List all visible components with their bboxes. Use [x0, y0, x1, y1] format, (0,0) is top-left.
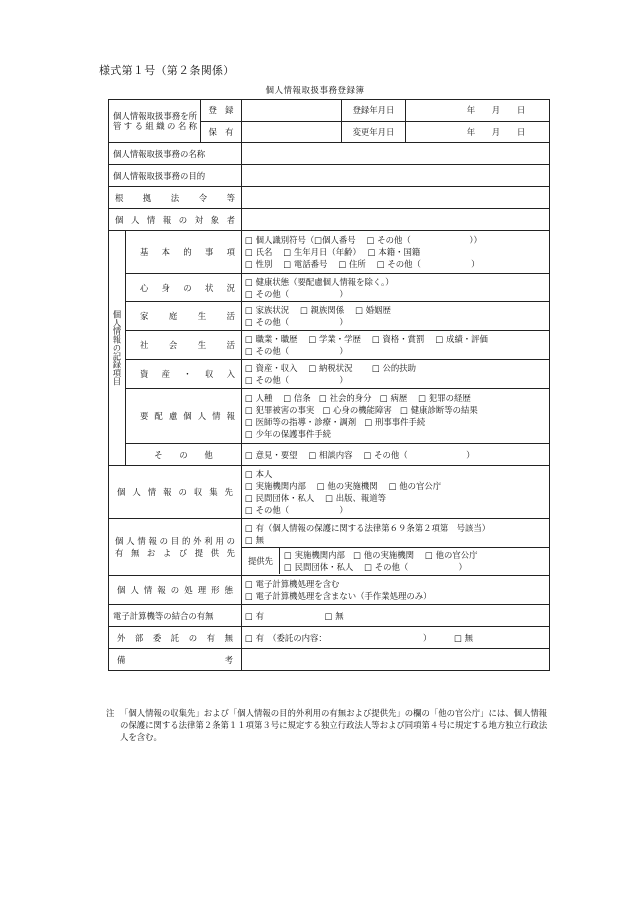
social-row [109, 331, 550, 360]
change-date-value[interactable]: 年 月 日 [406, 121, 550, 143]
social-options[interactable] [242, 331, 550, 360]
outside-line-2[interactable]: □ 無 [245, 534, 264, 545]
registration-table [108, 99, 550, 671]
remarks-row [109, 649, 550, 671]
target-label: 個人情報の対象者 [109, 209, 242, 231]
asset-line-2[interactable]: □ その他（ ） [245, 375, 348, 385]
remarks-label-a: 備 [117, 654, 126, 665]
combine-yes[interactable]: □ 有 [245, 610, 264, 621]
process-options[interactable] [242, 576, 550, 605]
sensitive-options[interactable] [242, 389, 550, 444]
provide-label: 提供先 [242, 547, 280, 574]
basic-line-1[interactable]: □ 個人識別符号（□個人番号 □ その他（ ）） [245, 235, 482, 245]
mind-label: 心身の状況 [126, 274, 242, 302]
family-line-2[interactable]: □ その他（ ） [245, 317, 348, 327]
record-group-label: 個人情報の記録項目 [109, 231, 126, 466]
collect-line-1[interactable]: □ 本人 [245, 469, 273, 479]
page-title: 個人情報取扱事務登録簿 [265, 86, 365, 96]
outside-label-line-2: 有無および提供先 [115, 548, 235, 558]
outside-label-line-1: 個人情報の目的外利用の [115, 536, 235, 546]
remarks-value[interactable] [242, 649, 550, 671]
register-date-value[interactable]: 年 月 日 [406, 100, 550, 122]
consign-yes[interactable]: □ 有 （委託の内容： ） [245, 632, 432, 643]
process-label: 個人情報の処理形態 [109, 576, 242, 605]
law-row [109, 187, 550, 209]
combine-label: 電子計算機等の結合の有無 [109, 605, 242, 627]
law-label: 根拠法令等 [109, 187, 242, 209]
org-label: 個人情報取扱事務を所管する組織の名称 [113, 110, 197, 131]
family-label: 家庭生活 [126, 302, 242, 331]
consign-options[interactable] [242, 627, 550, 649]
other-line-1[interactable]: □ 意見・要望 □ 相談内容 □ その他（ ） [245, 449, 475, 460]
footnote [106, 707, 552, 743]
sensitive-line-4[interactable]: □ 少年の保護事件手続 [245, 429, 331, 439]
footnote-text: 「個人情報の収集先」および「個人情報の目的外利用の有無および提供先」の欄の「他の官公庁」には、個人情報の保護に関する法律第２条第１１項第３号に規定する独立行政法人等および同項第４号に規定する地方独立行政法人を含む。 [120, 708, 548, 742]
collect-row [109, 466, 550, 519]
keep-label: 保 有 [208, 127, 234, 137]
outside-label [109, 519, 242, 576]
footnote-mark: 注 [106, 708, 115, 718]
basic-options[interactable] [242, 231, 550, 274]
consign-label: 外部委託の有無 [109, 627, 242, 649]
mind-row [109, 274, 550, 302]
collect-line-3[interactable]: □ 民間団体・私人 □ 出版、報道等 [245, 493, 387, 503]
purpose-value[interactable] [242, 165, 550, 187]
name-row [109, 143, 550, 165]
asset-line-1[interactable]: □ 資産・収入 □ 納税状況 □ 公的扶助 [245, 363, 417, 373]
consign-row [109, 627, 550, 649]
register-date-label: 登録年月日 [342, 100, 406, 122]
process-row [109, 576, 550, 605]
remarks-label-b: 考 [224, 654, 233, 665]
mind-line-1[interactable]: □ 健康状態（要配慮個人情報を除く。） [245, 276, 394, 287]
other-label: そ の 他 [126, 444, 242, 466]
sensitive-label: 要配慮個人情報 [126, 389, 242, 444]
remarks-label [109, 649, 242, 671]
form-number: 様式第１号（第２条関係） [99, 64, 235, 77]
basic-line-2[interactable]: □ 氏名 □ 生年月日（年齢） □ 本籍・国籍 [245, 247, 421, 257]
social-line-1[interactable]: □ 職業・職歴 □ 学業・学歴 □ 資格・賞罰 □ 成績・評価 [245, 334, 488, 344]
consign-no[interactable]: □ 無 [454, 632, 474, 643]
other-row [109, 444, 550, 466]
outside-options[interactable] [242, 519, 550, 576]
basic-line-3[interactable]: □ 性別 □ 電話番号 □ 住所 □ その他（ ） [245, 259, 480, 269]
outside-row [109, 519, 550, 576]
asset-options[interactable] [242, 360, 550, 389]
process-line-1[interactable]: □ 電子計算機処理を含む [245, 579, 340, 589]
basic-label: 基本的事項 [126, 231, 242, 274]
family-row [109, 302, 550, 331]
family-options[interactable] [242, 302, 550, 331]
register-value[interactable] [242, 100, 342, 122]
other-options[interactable] [242, 444, 550, 466]
name-label: 個人情報取扱事務の名称 [109, 143, 242, 165]
combine-options[interactable] [242, 605, 550, 627]
change-date-label: 変更年月日 [342, 121, 406, 143]
social-line-2[interactable]: □ その他（ ） [245, 346, 348, 356]
outside-line-1[interactable]: □ 有（個人情報の保護に関する法律第６９条第２項第 号該当） [245, 522, 491, 533]
law-value[interactable] [242, 187, 550, 209]
sensitive-line-2[interactable]: □ 犯罪被害の事実 □ 心身の機能障害 □ 健康診断等の結果 [245, 405, 478, 415]
mind-options[interactable] [242, 274, 550, 302]
purpose-label: 個人情報取扱事務の目的 [109, 165, 242, 187]
collect-line-4[interactable]: □ その他（ ） [245, 505, 348, 515]
name-value[interactable] [242, 143, 550, 165]
sensitive-line-3[interactable]: □ 医師等の指導・診療・調剤 □ 刑事事件手続 [245, 417, 426, 427]
asset-row [109, 360, 550, 389]
social-label: 社会生活 [126, 331, 242, 360]
sensitive-line-1[interactable]: □ 人種 □ 信条 □ 社会的身分 □ 病歴 □ 犯罪の経歴 [245, 393, 471, 403]
purpose-row [109, 165, 550, 187]
sensitive-row [109, 389, 550, 444]
asset-label: 資産・収入 [126, 360, 242, 389]
target-value[interactable] [242, 209, 550, 231]
combine-no[interactable]: □ 無 [324, 610, 344, 621]
family-line-1[interactable]: □ 家族状況 □ 親族関係 □ 婚姻歴 [245, 305, 391, 315]
basic-row [109, 231, 550, 274]
org-register-row [109, 100, 550, 122]
target-row [109, 209, 550, 231]
collect-line-2[interactable]: □ 実施機関内部 □ 他の実施機関 □ 他の官公庁 [245, 481, 442, 491]
provide-line-2[interactable]: □ 民間団体・私人 □ その他（ ） [284, 561, 467, 572]
org-label-cell [109, 100, 242, 143]
combine-row [109, 605, 550, 627]
keep-value[interactable] [242, 121, 342, 143]
collect-options[interactable] [242, 466, 550, 519]
register-label: 登 録 [201, 100, 241, 122]
collect-label: 個人情報の収集先 [109, 466, 242, 519]
provide-line-1[interactable]: □ 実施機関内部 □ 他の実施機関 □ 他の官公庁 [284, 549, 478, 560]
process-line-2[interactable]: □ 電子計算機処理を含まない（手作業処理のみ） [245, 591, 432, 601]
mind-line-2[interactable]: □ その他（ ） [245, 288, 348, 299]
